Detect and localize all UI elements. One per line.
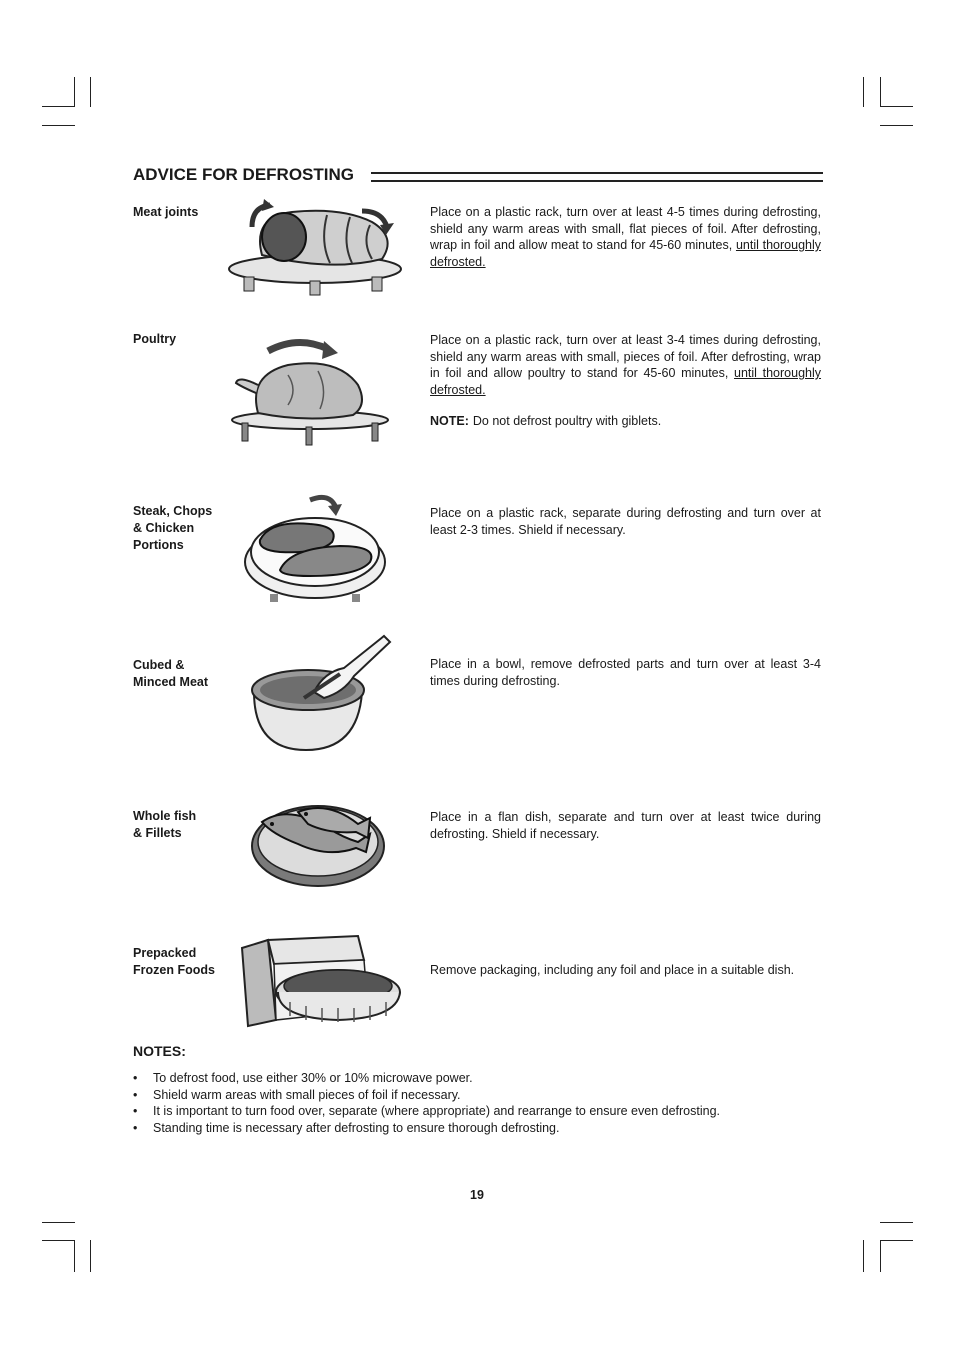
emphasis-underlined: until thoroughly defrosted. [430,366,822,397]
frozen-pie-illustration [238,930,416,1032]
page-number: 19 [470,1188,484,1202]
item-description-prepacked-frozen-foods: Remove packaging, including any foil and place in a suitable dish. [430,963,795,977]
item-description-whole-fish-fillets: Place in a flan dish, separate and turn over at least twice during defrosting. Shield if necessary. [430,810,821,841]
item-description-meat-joints: Place on a plastic rack, turn over at least 4-5 times during defrosting, shield any warm areas with small, flat pieces of foil. After defrosting, wrap in foil and allow meat to stand for 45-60 minutes, until thoroughly defrosted. [430,205,822,269]
notes-list [133,1070,833,1136]
section-header [133,165,823,187]
page-title: ADVICE FOR DEFROSTING [133,165,355,184]
item-description-cubed-minced-meat: Place in a bowl, remove defrosted parts and turn over at least 3-4 times during defrosting. [430,657,821,688]
list-item: • Standing time is necessary after defrosting to ensure thorough defrosting. [133,1120,833,1137]
item-description-steak-chops-chicken: Place on a plastic rack, separate during defrosting and turn over at least 2-3 times. Shield if necessary. [430,506,821,537]
poultry-note [430,414,661,428]
item-label-whole-fish-fillets: Whole fish & Fillets [133,809,197,840]
note-text: Do not defrost poultry with giblets. [472,414,662,428]
item-label-meat-joints: Meat joints [133,205,199,219]
item-description-poultry: Place on a plastic rack, turn over at least 3-4 times during defrosting, shield any warm areas with small, pieces of foil. After defrosting, wrap in foil and allow poultry to stand for 45-60 minutes, until thoroughly defrosted. [430,333,822,397]
emphasis-underlined: until thoroughly defrosted. [430,238,822,269]
notes-heading: NOTES: [133,1043,186,1059]
poultry-illustration [228,335,392,447]
item-label-poultry: Poultry [133,332,177,346]
item-label-cubed-minced-meat: Cubed & Minced Meat [133,658,209,689]
list-item: • Shield warm areas with small pieces of foil if necessary. [133,1087,833,1104]
list-item: • To defrost food, use either 30% or 10% microwave power. [133,1070,833,1087]
item-label-prepacked-frozen-foods: Prepacked Frozen Foods [133,946,215,977]
title-double-rule [371,172,823,182]
item-label-steak-chops-chicken: Steak, Chops & Chicken Portions [133,504,213,552]
fish-dish-illustration [248,798,390,890]
minced-meat-bowl-illustration [244,632,394,754]
list-item: • It is important to turn food over, separate (where appropriate) and rearrange to ensure even defrosting. [133,1103,833,1120]
note-label: NOTE: [430,414,469,428]
steak-chops-illustration [240,490,390,602]
meat-joint-illustration [222,197,408,301]
